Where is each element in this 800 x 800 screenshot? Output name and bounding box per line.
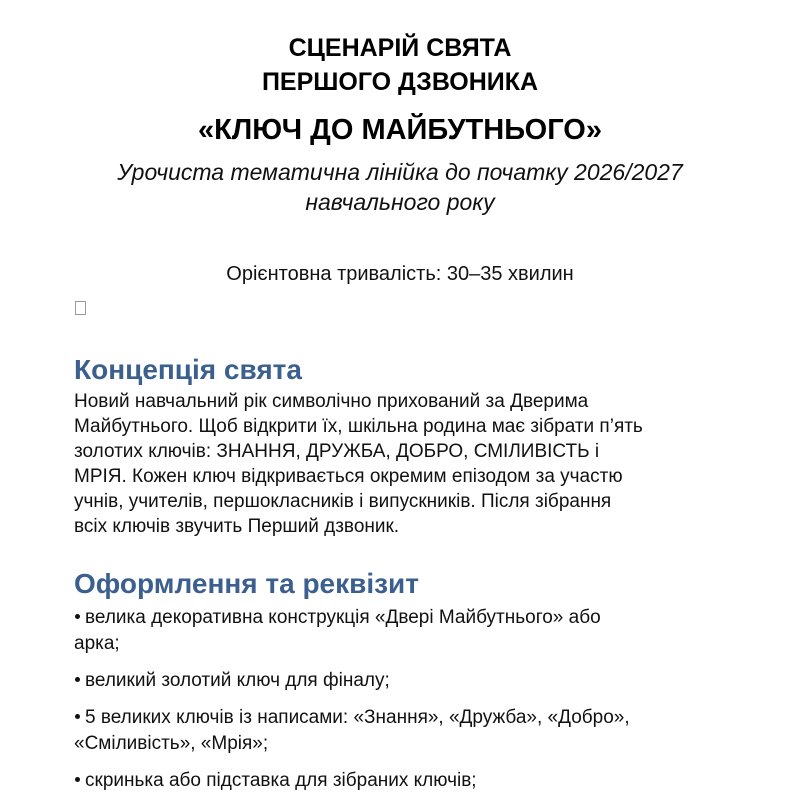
list-item-text: арка; <box>74 633 120 654</box>
decor-list <box>74 605 764 800</box>
subtitle-line-1: Урочиста тематична лінійка до початку 2026/2027 <box>117 159 683 185</box>
concept-line: Новий навчальний рік символічно прихований за Дверима <box>74 391 589 412</box>
bullet-icon <box>75 777 80 782</box>
bullet-icon <box>75 714 80 719</box>
duration-text: Орієнтовна тривалість: 30–35 хвилин <box>226 263 574 285</box>
subtitle-line-2: навчального року <box>305 189 495 215</box>
list-item <box>74 705 764 757</box>
concept-line: МРІЯ. Кожен ключ відкривається окремим епізодом за участю <box>74 466 623 487</box>
list-item <box>74 668 764 694</box>
missing-glyph-icon <box>75 301 86 315</box>
concept-paragraph <box>74 389 754 539</box>
list-item-text: велика декоративна конструкція «Двері Майбутнього» або <box>85 607 601 628</box>
bullet-icon <box>75 677 80 682</box>
title-line-2: ПЕРШОГО ДЗВОНИКА <box>261 68 539 96</box>
bullet-icon <box>75 614 80 619</box>
list-item-text: «Сміливість», «Мрія»; <box>74 733 269 754</box>
section-heading-concept: Концепція свята <box>74 354 302 385</box>
title-main: «КЛЮЧ ДО МАЙБУТНЬОГО» <box>198 114 602 146</box>
section-heading-decor: Оформлення та реквізит <box>74 568 419 599</box>
concept-line: всіх ключів звучить Перший дзвоник. <box>74 516 400 537</box>
list-item-text: 5 великих ключів із написами: «Знання», «Дружба», «Добро», <box>85 707 630 728</box>
list-item-text: скринька або підставка для зібраних ключів; <box>85 770 477 791</box>
list-item-text: великий золотий ключ для фіналу; <box>85 670 390 691</box>
title-line-1: СЦЕНАРІЙ СВЯТА <box>288 34 512 62</box>
concept-line: Майбутнього. Щоб відкрити їх, шкільна родина має зібрати п’ять <box>74 416 643 437</box>
concept-line: учнів, учителів, першокласників і випускників. Після зібрання <box>74 491 612 512</box>
concept-line: золотих ключів: ЗНАННЯ, ДРУЖБА, ДОБРО, СМІЛИВІСТЬ і <box>74 441 600 462</box>
list-item <box>74 768 764 794</box>
list-item <box>74 605 764 657</box>
